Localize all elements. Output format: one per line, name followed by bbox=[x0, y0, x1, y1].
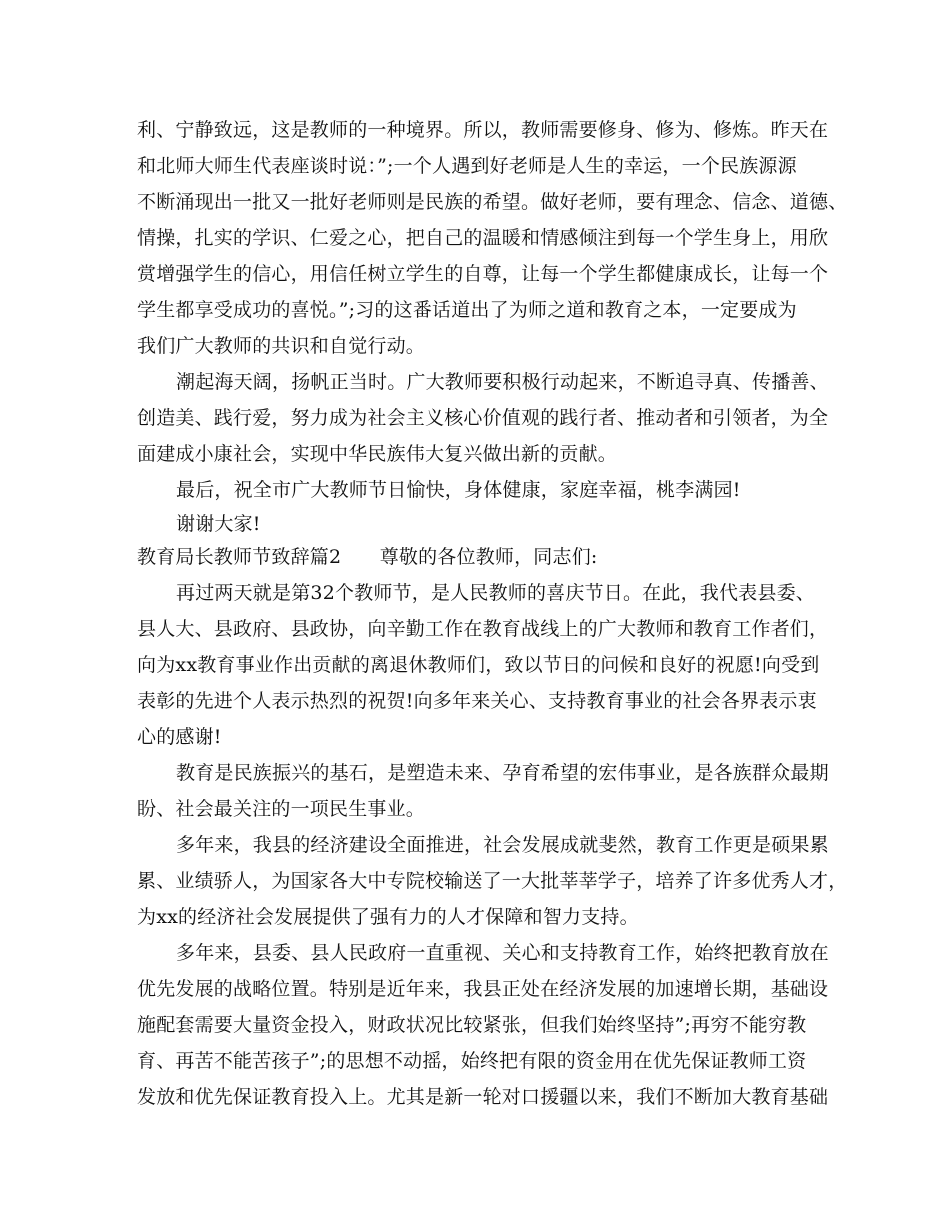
text-line: 盼、社会最关注的一项民生事业。 bbox=[137, 798, 426, 820]
text-line: 优先发展的战略位置。特别是近年来，我县正处在经济发展的加速增长期，基础设 bbox=[137, 978, 829, 1000]
paragraph-start: 多年来，我县的经济建设全面推进，社会发展成就斐然，教育工作更是硕果累 bbox=[176, 834, 829, 856]
text-line: 累、业绩骄人，为国家各大中专院校输送了一大批莘莘学子，培养了许多优秀人才， bbox=[137, 870, 848, 892]
text-line: 表彰的先进个人表示热烈的祝贺!向多年来关心、支持教育事业的社会各界表示衷 bbox=[137, 690, 817, 712]
text-line: 育、再苦不能苦孩子”;的思想不动摇，始终把有限的资金用在优先保证教师工资 bbox=[137, 1050, 807, 1072]
text-line: 不断涌现出一批又一批好老师则是民族的希望。做好老师，要有理念、信念、道德、 bbox=[137, 191, 848, 213]
text-line: 利、宁静致远，这是教师的一种境界。所以，教师需要修身、修为、修炼。昨天在 bbox=[137, 119, 829, 141]
text-line: 施配套需要大量资金投入，财政状况比较紧张，但我们始终坚持”;再穷不能穷教 bbox=[137, 1014, 807, 1036]
paragraph-start: 教育是民族振兴的基石，是塑造未来、孕育希望的宏伟事业，是各族群众最期 bbox=[176, 762, 829, 784]
section-heading: 教育局长教师节致辞篇2 尊敬的各位教师，同志们: bbox=[137, 546, 598, 568]
text-line: 为xx的经济社会发展提供了强有力的人才保障和智力支持。 bbox=[137, 906, 639, 928]
paragraph-start: 谢谢大家! bbox=[176, 513, 261, 535]
paragraph-start: 再过两天就是第32个教师节，是人民教师的喜庆节日。在此，我代表县委、 bbox=[176, 582, 815, 604]
text-line: 心的感谢! bbox=[137, 726, 222, 748]
text-line: 情操，扎实的学识、仁爱之心，把自己的温暖和情感倾注到每一个学生身上，用欣 bbox=[137, 227, 829, 249]
paragraph-start: 潮起海天阔，扬帆正当时。广大教师要积极行动起来，不断追寻真、传播善、 bbox=[176, 371, 829, 393]
text-line: 赏增强学生的信心，用信任树立学生的自尊，让每一个学生都健康成长，让每一个 bbox=[137, 263, 829, 285]
paragraph-start: 最后，祝全市广大教师节日愉快，身体健康，家庭幸福，桃李满园! bbox=[176, 479, 741, 501]
text-line: 和北师大师生代表座谈时说：”;一个人遇到好老师是人生的幸运，一个民族源源 bbox=[137, 155, 797, 177]
text-line: 我们广大教师的共识和自觉行动。 bbox=[137, 335, 426, 357]
text-line: 创造美、践行爱，努力成为社会主义核心价值观的践行者、推动者和引领者，为全 bbox=[137, 407, 829, 429]
text-line: 发放和优先保证教育投入上。尤其是新一轮对口援疆以来，我们不断加大教育基础 bbox=[137, 1086, 829, 1108]
paragraph-start: 多年来，县委、县人民政府一直重视、关心和支持教育工作，始终把教育放在 bbox=[176, 942, 829, 964]
text-line: 面建成小康社会，实现中华民族伟大复兴做出新的贡献。 bbox=[137, 443, 618, 465]
text-line: 县人大、县政府、县政协，向辛勤工作在教育战线上的广大教师和教育工作者们， bbox=[137, 618, 829, 640]
text-line: 学生都享受成功的喜悦。”;习的这番话道出了为师之道和教育之本，一定要成为 bbox=[137, 299, 797, 321]
text-line: 向为xx教育事业作出贡献的离退休教师们，致以节日的问候和良好的祝愿!向受到 bbox=[137, 654, 820, 676]
